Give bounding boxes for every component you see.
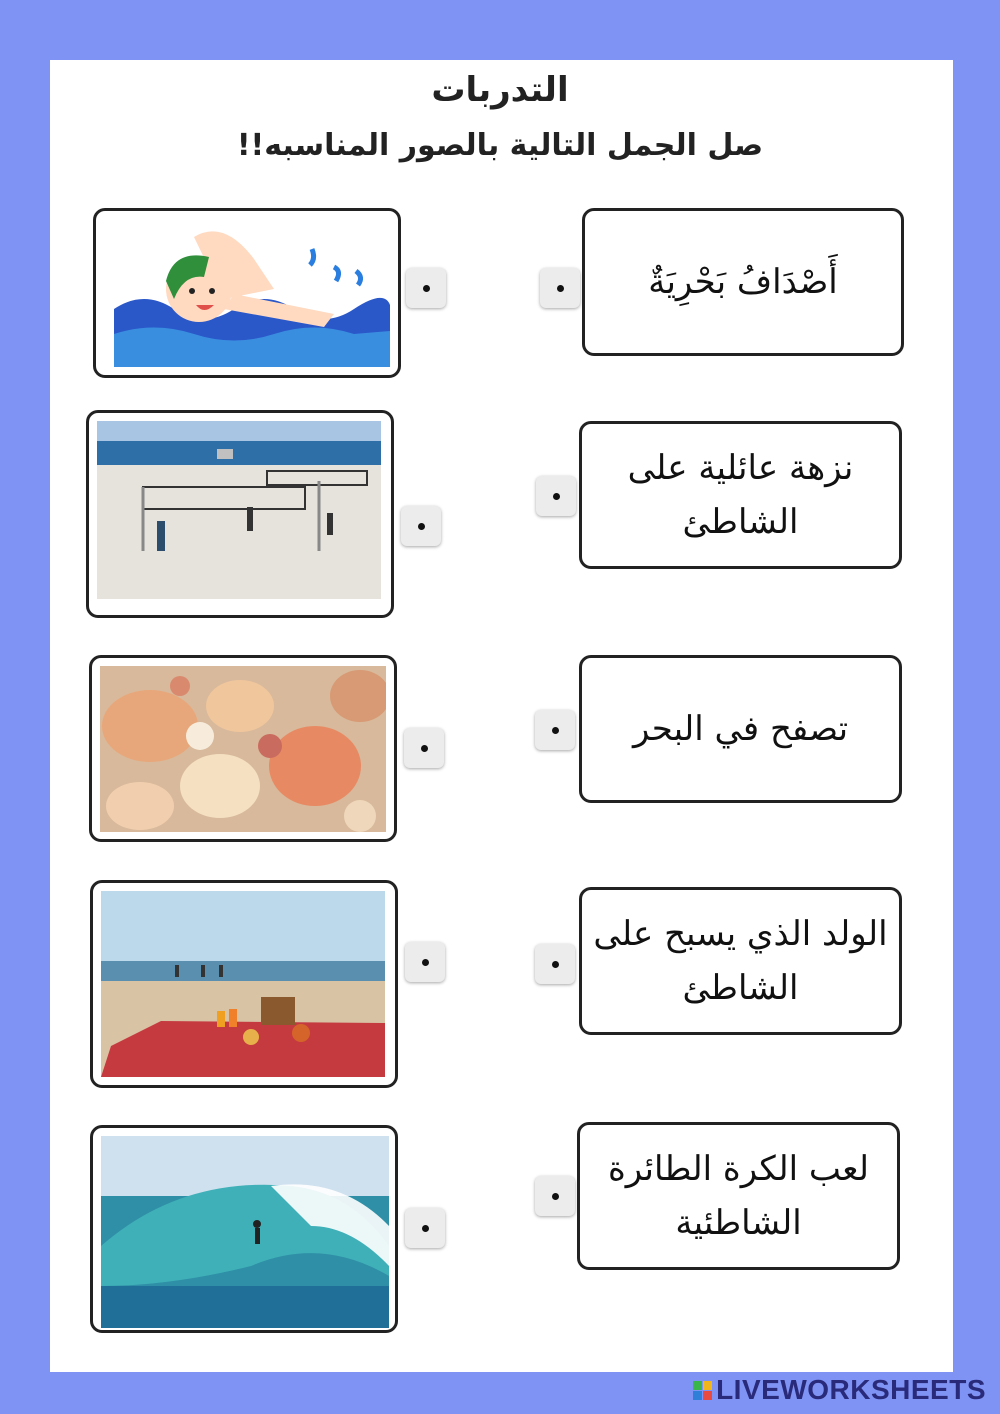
seashells-image	[89, 655, 397, 842]
image-match-dot-3[interactable]	[404, 728, 444, 768]
sentence-match-dot-2[interactable]	[536, 476, 576, 516]
dot-icon	[423, 285, 430, 292]
sentence-text: نزهة عائلية على الشاطئ	[627, 447, 854, 542]
sentence-match-dot-1[interactable]	[540, 268, 580, 308]
dot-icon	[552, 727, 559, 734]
dot-icon	[553, 493, 560, 500]
surfing-wave-image	[90, 1125, 398, 1333]
dot-icon	[418, 523, 425, 530]
image-match-dot-5[interactable]	[405, 1208, 445, 1248]
page-title: التدربات	[431, 70, 569, 110]
sentence-card-1	[582, 208, 904, 356]
sentence-card-3	[579, 655, 902, 803]
beach-picnic-image	[90, 880, 398, 1088]
sentence-match-dot-5[interactable]	[535, 1176, 575, 1216]
beach-volleyball-image	[86, 410, 394, 618]
sentence-text: الولد الذي يسبح على الشاطئ	[593, 913, 888, 1008]
dot-icon	[421, 745, 428, 752]
dot-icon	[422, 1225, 429, 1232]
image-match-dot-4[interactable]	[405, 942, 445, 982]
liveworksheets-icon	[693, 1381, 712, 1400]
sentence-match-dot-4[interactable]	[535, 944, 575, 984]
dot-icon	[422, 959, 429, 966]
sentence-card-2	[579, 421, 902, 569]
sentence-card-5	[577, 1122, 900, 1270]
liveworksheets-logo[interactable]	[693, 1374, 986, 1406]
dot-icon	[552, 1193, 559, 1200]
sentence-match-dot-3[interactable]	[535, 710, 575, 750]
sentence-text: أَصْدَافُ بَحْرِيَةٌ	[648, 261, 838, 302]
dot-icon	[552, 961, 559, 968]
instruction-text: صل الجمل التالية بالصور المناسبه!!	[236, 128, 764, 163]
sentence-text: لعب الكرة الطائرة الشاطئية	[607, 1148, 869, 1243]
brand-text: LIVEWORKSHEETS	[716, 1374, 986, 1405]
sentence-text: تصفح في البحر	[632, 708, 849, 749]
sentence-card-4	[579, 887, 902, 1035]
dot-icon	[557, 285, 564, 292]
image-match-dot-2[interactable]	[401, 506, 441, 546]
image-match-dot-1[interactable]	[406, 268, 446, 308]
swimmer-boy-image	[93, 208, 401, 378]
